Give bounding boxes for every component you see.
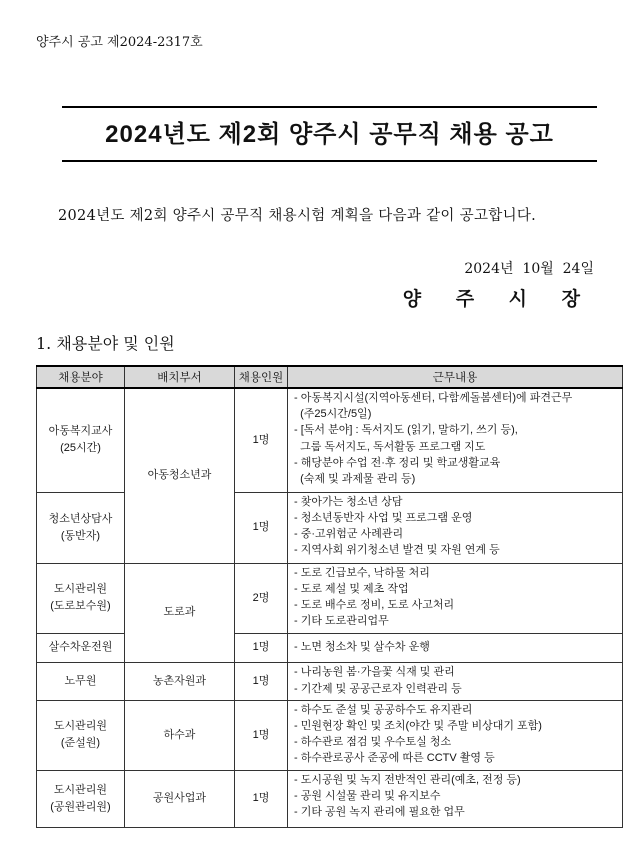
duty-line: - 하수관로 점검 및 우수토실 청소 xyxy=(294,735,452,748)
notice-date: 2024년 10월 24일 xyxy=(464,261,594,277)
dept-cell: 도로과 xyxy=(125,563,235,662)
field-note: (준설원) xyxy=(60,737,101,749)
dept-cell: 하수과 xyxy=(125,700,235,770)
count-cell: 2명 xyxy=(235,563,288,633)
field-name: 살수차운전원 xyxy=(48,641,113,653)
field-cell xyxy=(37,388,125,492)
table-row xyxy=(37,770,623,827)
field-cell xyxy=(37,492,125,563)
count-cell: 1명 xyxy=(235,770,288,827)
duty-line: - [독서 분야] : 독서지도 (읽기, 말하기, 쓰기 등), xyxy=(294,424,518,437)
field-name: 도시관리원 xyxy=(53,720,108,732)
table-row xyxy=(37,563,623,633)
notice-number: 양주시 공고 제2024-2317호 xyxy=(36,35,203,50)
duties-cell xyxy=(288,662,623,700)
recruitment-table xyxy=(36,365,623,828)
table-row xyxy=(37,388,623,492)
duty-line: - 찾아가는 청소년 상담 xyxy=(294,495,403,508)
duties-cell xyxy=(288,633,623,662)
count-cell: 1명 xyxy=(235,700,288,770)
duties-cell xyxy=(288,492,623,563)
duties-cell xyxy=(288,388,623,492)
duty-line: - 하수관로공사 준공에 따른 CCTV 촬영 등 xyxy=(294,752,495,765)
table-row xyxy=(37,633,623,662)
table-row xyxy=(37,662,623,700)
duty-line: - 청소년동반자 사업 및 프로그램 운영 xyxy=(294,511,473,524)
duty-line: 그룹 독서지도, 독서활동 프로그램 지도 xyxy=(294,440,486,453)
dept-cell: 아동청소년과 xyxy=(125,388,235,563)
duty-line: (주25시간/5일) xyxy=(294,408,372,421)
duty-line: - 도로 배수로 정비, 도로 사고처리 xyxy=(294,598,455,611)
duty-line: - 나리농원 봄·가을꽃 식재 및 관리 xyxy=(294,666,455,679)
field-name: 노무원 xyxy=(64,674,97,687)
field-name: 아동복지교사 xyxy=(48,425,113,438)
field-note: (25시간) xyxy=(60,442,101,455)
duty-line: - 도시공원 및 녹지 전반적인 관리(예초, 전정 등) xyxy=(294,773,521,786)
field-cell xyxy=(37,770,125,827)
duty-line: - 아동복지시설(지역아동센터, 다함께돌봄센터)에 파견근무 xyxy=(294,392,573,404)
field-name: 도시관리원 xyxy=(53,583,108,595)
duties-cell xyxy=(288,700,623,770)
duty-line: - 기타 공원 녹지 관리에 필요한 업무 xyxy=(294,805,465,818)
duty-line: - 기타 도로관리업무 xyxy=(294,615,389,628)
count-cell: 1명 xyxy=(235,662,288,700)
header-count: 채용인원 xyxy=(235,366,288,388)
duty-line: - 중·고위험군 사례관리 xyxy=(294,527,404,540)
duty-line: - 도로 긴급보수, 낙하물 처리 xyxy=(294,566,430,579)
duties-cell xyxy=(288,563,623,633)
field-cell xyxy=(37,633,125,662)
field-cell xyxy=(37,700,125,770)
table-header-row xyxy=(37,366,623,388)
duty-line: - 하수도 준설 및 공공하수도 유지관리 xyxy=(294,703,473,716)
count-cell: 1명 xyxy=(235,388,288,492)
title-rule-bottom xyxy=(62,160,597,162)
count-cell: 1명 xyxy=(235,633,288,662)
duty-line: - 도로 제설 및 제초 작업 xyxy=(294,582,409,595)
header-duties: 근무내용 xyxy=(288,366,623,388)
dept-cell: 농촌자원과 xyxy=(125,662,235,700)
field-note: (도로보수원) xyxy=(50,600,111,612)
table-row xyxy=(37,492,623,563)
field-name: 청소년상담사 xyxy=(48,512,113,525)
field-cell xyxy=(37,563,125,633)
field-name: 도시관리원 xyxy=(53,783,108,796)
field-note: (공원관리원) xyxy=(50,800,111,813)
duty-line: - 공원 시설물 관리 및 유지보수 xyxy=(294,789,441,802)
field-note: (동반자) xyxy=(60,529,101,542)
duty-line: - 해당분야 수업 전·후 정리 및 학교생활교육 xyxy=(294,456,501,469)
section-heading: 1. 채용분야 및 인원 xyxy=(36,334,175,353)
issuer-name: 양 주 시 장 xyxy=(402,288,594,310)
duty-line: - 노면 청소차 및 살수차 운행 xyxy=(294,640,430,653)
table-row xyxy=(37,700,623,770)
header-dept: 배치부서 xyxy=(125,366,235,388)
intro-text: 2024년도 제2회 양주시 공무직 채용시험 계획을 다음과 같이 공고합니다. xyxy=(58,208,537,224)
duty-line: - 지역사회 위기청소년 발견 및 자원 연계 등 xyxy=(294,544,500,557)
duties-cell xyxy=(288,770,623,827)
duty-line: (숙제 및 과제물 관리 등) xyxy=(294,473,416,486)
field-cell xyxy=(37,662,125,700)
document-title: 2024년도 제2회 양주시 공무직 채용 공고 xyxy=(105,121,554,148)
duty-line: - 기간제 및 공공근로자 인력관리 등 xyxy=(294,682,462,695)
title-rule-top xyxy=(62,106,597,108)
dept-cell: 공원사업과 xyxy=(125,770,235,827)
header-field: 채용분야 xyxy=(37,366,125,388)
count-cell: 1명 xyxy=(235,492,288,563)
duty-line: - 민원현장 확인 및 조치(야간 및 주말 비상대기 포함) xyxy=(294,719,542,732)
